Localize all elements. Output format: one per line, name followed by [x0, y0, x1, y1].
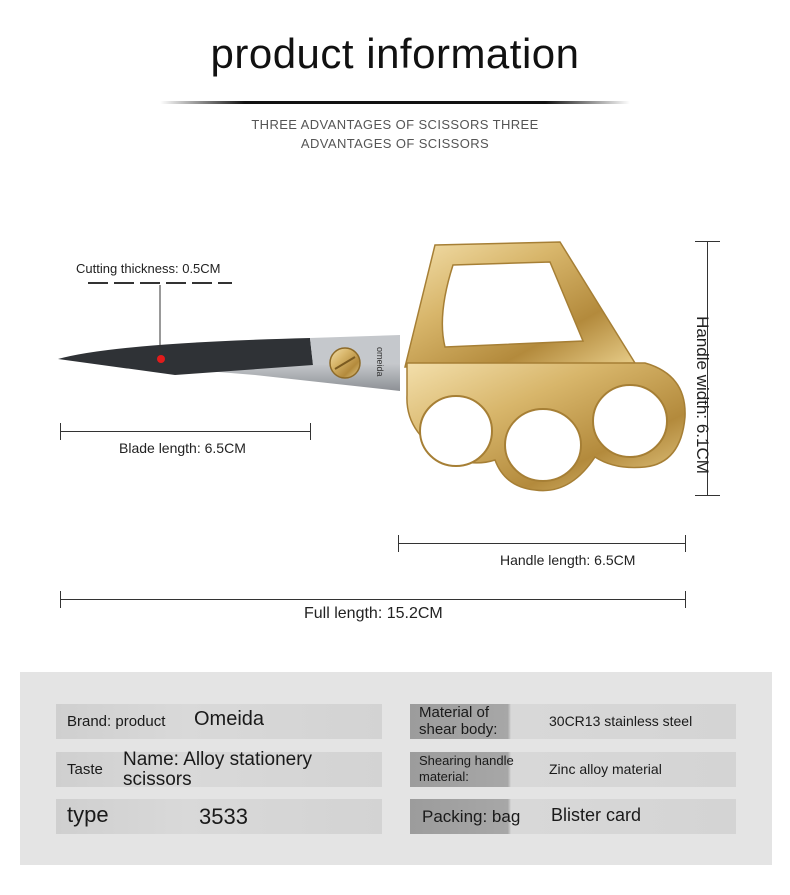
- subtitle: [245, 115, 545, 153]
- blade-length-label: Blade length: 6.5CM: [119, 440, 246, 456]
- handle-width-tick-bottom: [695, 495, 720, 496]
- subtitle-line-2: ADVANTAGES OF SCISSORS: [300, 136, 490, 151]
- handle-length-line: [398, 543, 685, 544]
- subtitle-line-1: THREE ADVANTAGES OF SCISSORS THREE: [251, 117, 539, 132]
- spec-row-handle-material: [410, 752, 736, 787]
- brand-mark: omeida: [375, 347, 385, 377]
- spec-row-type: [56, 799, 382, 834]
- spec-key-material-line1: Material of: [419, 704, 490, 721]
- thickness-marker: [157, 355, 165, 363]
- handle-width-label: Handle width: 6.1CM: [693, 316, 712, 474]
- spec-value-packing: Blister card: [551, 805, 642, 825]
- spec-value-material: 30CR13 stainless steel: [549, 713, 693, 729]
- blade-length-tick-left: [60, 423, 61, 440]
- spec-key-handle-material-line1: Shearing handle: [419, 753, 514, 768]
- spec-key-brand: Brand: product: [67, 713, 166, 730]
- full-length-tick-right: [685, 591, 686, 608]
- full-length-line: [60, 599, 685, 600]
- full-length-tick-left: [60, 591, 61, 608]
- page-title: product information: [210, 30, 580, 77]
- spec-key-packing: Packing: bag: [422, 807, 521, 826]
- spec-value-taste-line2: scissors: [123, 769, 192, 790]
- handle-length-tick-left: [398, 535, 399, 552]
- spec-value-type: 3533: [199, 804, 248, 829]
- spec-key-material-line2: shear body:: [419, 721, 498, 738]
- cutting-thickness-underline: [88, 282, 232, 284]
- spec-key-taste: Taste: [67, 761, 103, 778]
- spec-key-type: type: [67, 802, 109, 827]
- handle-length-tick-right: [685, 535, 686, 552]
- spec-value-handle-material: Zinc alloy material: [549, 761, 662, 777]
- blade-length-line: [60, 431, 310, 432]
- title-divider: [160, 101, 630, 104]
- cutting-thickness-label: Cutting thickness: 0.5CM: [76, 261, 221, 276]
- spec-row-material: [410, 704, 736, 739]
- blade-length-tick-right: [310, 423, 311, 440]
- handle-width-tick-top: [695, 241, 720, 242]
- full-length-label: Full length: 15.2CM: [304, 605, 443, 622]
- spec-row-packing: [410, 799, 736, 834]
- spec-panel: [20, 672, 772, 865]
- handle-length-label: Handle length: 6.5CM: [500, 552, 636, 568]
- spec-value-taste-line1: Name: Alloy stationery: [123, 749, 313, 770]
- spec-key-handle-material-line2: material:: [419, 769, 469, 784]
- spec-value-brand: Omeida: [194, 708, 265, 730]
- spec-row-brand: [56, 704, 382, 739]
- spec-row-taste: [56, 749, 382, 790]
